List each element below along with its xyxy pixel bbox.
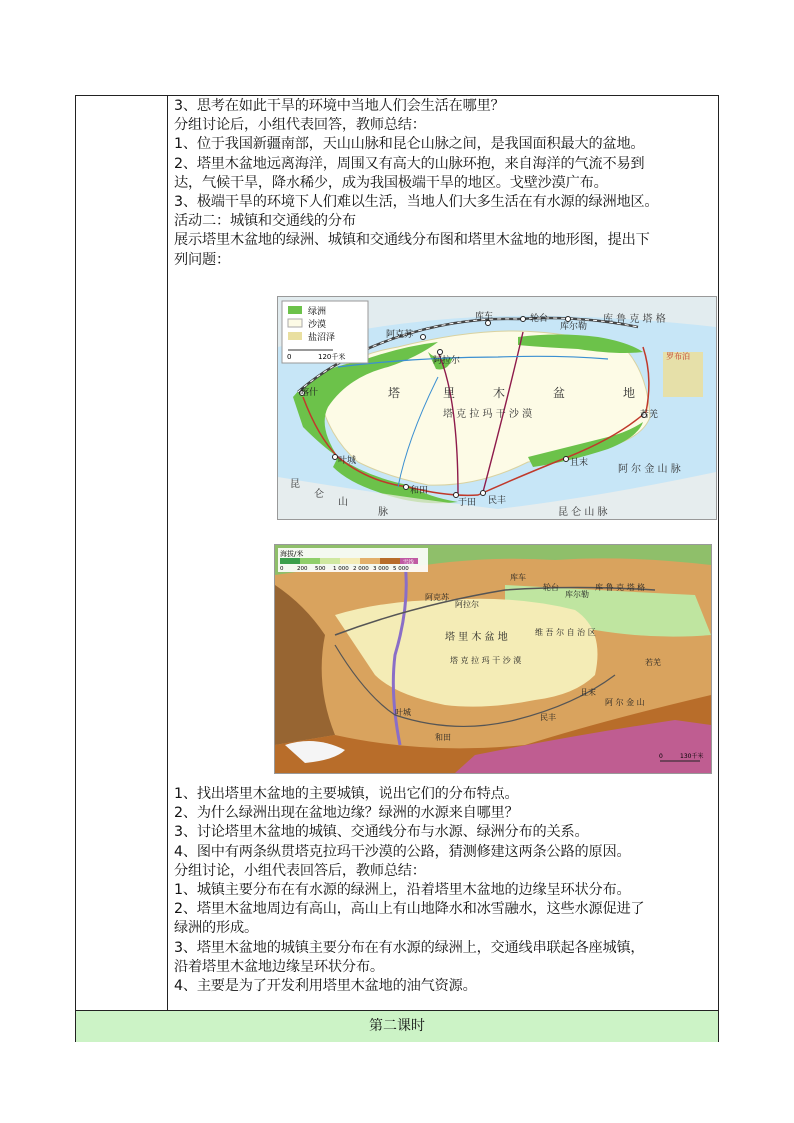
city-label: 轮台 [530,314,549,324]
oasis-town-map [277,296,717,520]
city-label: 且末 [570,458,589,468]
city-label: 库车 [475,312,494,322]
region-label: 脉 [378,507,388,518]
text-line: 2、塔里木盆地周边有高山，高山上有山地降水和冰雪融水，这些水源促进了 [174,901,645,918]
legend-desert: 沙漠 [308,320,327,330]
map2-label: 且末 [580,688,596,697]
legend-tick: 3 000 [373,566,389,572]
text-line: 沿着塔里木盆地边缘呈环状分布。 [174,958,384,975]
legend-tick: 0 [280,566,284,572]
text-line: 1、找出塔里木盆地的主要城镇，说出它们的分布特点。 [174,786,519,802]
map2-scale-zero: 0 [659,753,663,760]
text-line: 绿洲的形成。 [174,920,258,937]
legend-tick: 2 000 [353,566,369,572]
left-column-cell [76,96,168,1010]
region-label: 里 [443,386,456,400]
text-line: 展示塔里木盆地的绿洲、城镇和交通线分布图和塔里木盆地的地形图，提出下 [174,232,650,249]
text-line: 活动二：城镇和交通线的分布 [174,213,356,230]
map2-label: 若羌 [645,658,661,667]
region-label: 木 [493,386,506,400]
map2-label: 塔 克 拉 玛 干 沙 漠 [450,656,522,665]
map2-label: 阿拉尔 [455,600,479,609]
text-line: 列问题： [174,251,230,268]
text-line: 分组讨论后，小组代表回答，教师总结： [174,117,426,134]
map2-label: 库车 [510,573,526,582]
scale-zero: 0 [287,353,292,361]
map2-label: 阿 尔 金 山 [605,698,645,707]
text-line: 2、塔里木盆地远离海洋，周围又有高大的山脉环抱，来自海洋的气流不易到 [174,155,645,172]
city-label: 喀什 [300,388,319,398]
map2-label: 库尔勒 [565,590,589,599]
text-line: 3、极端干旱的环境下人们难以生活，当地人们大多生活在有水源的绿洲地区。 [174,194,659,211]
map2-label: 叶城 [395,708,411,717]
legend-tick: 1 000 [333,566,349,572]
city-label: 若羌 [640,410,659,420]
city-label: 叶城 [338,456,357,466]
city-label: 和田 [410,486,429,496]
region-label: 罗布泊 [666,352,690,361]
text-block-1 [174,97,658,270]
city-label: 于田 [458,498,477,508]
legend-tick: 5 000 [393,566,409,572]
map2-label: 和田 [435,733,451,742]
legend-salt-marsh: 盐沼泽 [308,333,336,343]
legend-tick: 500 [315,566,326,572]
region-label: 塔 克 拉 玛 干 沙 漠 [443,409,533,420]
region-label: 山 [338,497,348,508]
region-label: 昆 仑 山 脉 [558,507,608,518]
text-line: 3、塔里木盆地的城镇主要分布在有水源的绿洲上，交通线串联起各座城镇， [174,939,645,956]
text-line: 3、讨论塔里木盆地的城镇、交通线分布与水源、绿洲分布的关系。 [174,824,589,841]
text-block-2 [174,785,644,996]
map2-label: 塔 里 木 盆 地 [445,632,508,643]
city-label: 阿拉尔 [433,356,461,366]
lesson-table [75,95,719,1042]
text-line: 2、为什么绿洲出现在盆地边缘？绿洲的水源来自哪里？ [174,805,519,822]
elevation-legend-title: 海拔/米 [280,550,304,558]
map2-label: 民丰 [540,713,556,722]
snowline-label: 雪线 [403,560,415,566]
city-label: 库尔勒 [560,322,588,332]
region-label: 库 鲁 克 塔 格 [603,314,666,325]
oasis-map-svg [278,297,716,519]
text-line: 1、城镇主要分布在有水源的绿洲上，沿着塔里木盆地的边缘呈环状分布。 [174,882,631,899]
map2-label: 维 吾 尔 自 治 区 [535,628,596,637]
region-label: 地 [623,386,636,400]
region-label: 盆 [553,386,566,400]
region-label: 仑 [314,489,324,500]
legend-oasis: 绿洲 [308,307,327,317]
map2-label: 轮台 [543,583,559,592]
map2-scale: 130千米 [680,753,704,760]
region-label: 塔 [388,386,401,400]
text-line: 达，气候干旱，降水稀少，成为我国极端干旱的地区。戈壁沙漠广布。 [174,174,608,191]
region-label: 昆 [290,479,300,490]
map2-label: 库 鲁 克 塔 格 [595,583,646,592]
text-line: 分组讨论，小组代表回答后，教师总结： [174,862,426,879]
text-line: 1、位于我国新疆南部，天山山脉和昆仑山脉之间，是我国面积最大的盆地。 [174,136,645,153]
section-footer: 第二课时 [76,1010,718,1042]
region-label: 阿 尔 金 山 脉 [618,464,681,475]
city-label: 民丰 [488,496,507,506]
terrain-map-svg [275,545,711,773]
text-line: 4、图中有两条纵贯塔克拉玛干沙漠的公路，猜测修建这两条公路的原因。 [174,843,631,860]
map2-label: 阿克苏 [425,593,449,602]
terrain-map [274,544,712,774]
legend-tick: 200 [297,566,308,572]
city-label: 阿克苏 [386,330,414,340]
text-line: 4、主要是为了开发利用塔里木盆地的油气资源。 [174,978,477,995]
scale-label: 120千米 [318,353,346,361]
text-line: 3、思考在如此干旱的环境中当地人们会生活在哪里？ [174,98,505,114]
